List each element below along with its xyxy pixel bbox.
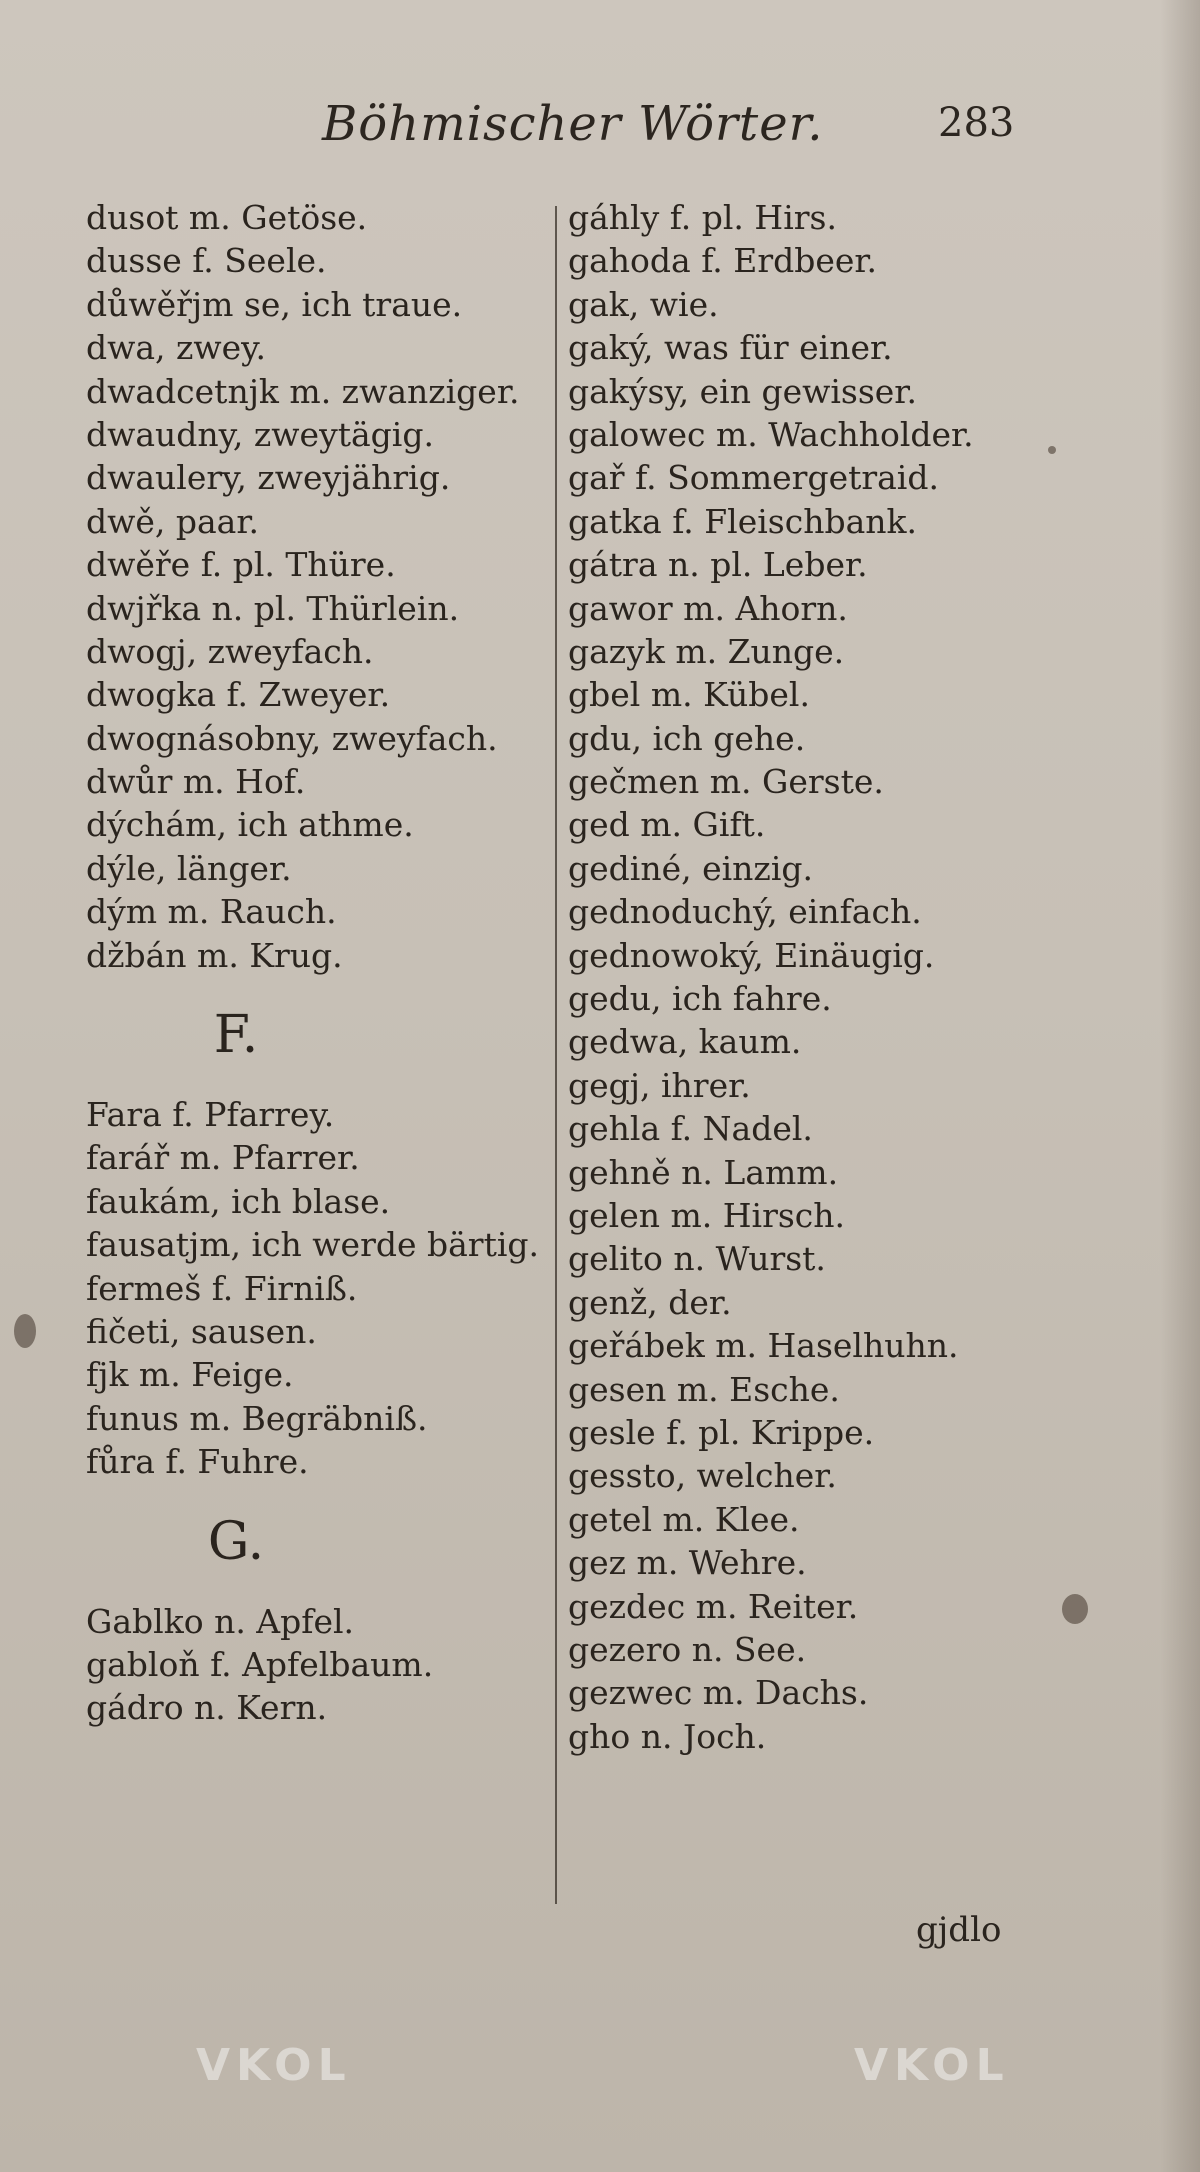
dictionary-entry: faukám, ich blase. (86, 1181, 391, 1221)
dictionary-entry: ged m. Gift. (568, 805, 766, 845)
dictionary-entry: fermeš f. Firniß. (86, 1268, 358, 1308)
dictionary-entry: gezwec m. Dachs. (568, 1673, 869, 1713)
dictionary-entry: dwjřka n. pl. Thürlein. (86, 588, 460, 628)
right-column (568, 196, 998, 1758)
dictionary-entry: gař f. Sommergetraid. (568, 458, 939, 498)
dictionary-entry: dwaulery, zweyjährig. (86, 458, 451, 498)
dictionary-entry: dwěře f. pl. Thüre. (86, 545, 396, 585)
dictionary-entry: gawor m. Ahorn. (568, 588, 848, 628)
dictionary-entry: gesen m. Esche. (568, 1369, 840, 1409)
dictionary-entry: gatka f. Fleischbank. (568, 501, 917, 541)
page-header (0, 96, 1200, 176)
dictionary-entry: gabloň f. Apfelbaum. (86, 1644, 434, 1684)
dictionary-entry: gegj, ihrer. (568, 1065, 751, 1105)
watermark-left: VKOL (196, 2040, 352, 2091)
dictionary-entry: gedwa, kaum. (568, 1022, 802, 1062)
dictionary-entry: gelito n. Wurst. (568, 1239, 826, 1279)
dictionary-entry: gho n. Joch. (568, 1716, 767, 1756)
dictionary-entry: dusot m. Getöse. (86, 198, 368, 237)
dictionary-entry: Gablko n. Apfel. (86, 1601, 355, 1641)
dictionary-entry: farář m. Pfarrer. (86, 1138, 360, 1178)
dictionary-entry: gedu, ich fahre. (568, 979, 832, 1019)
dictionary-entry: gak, wie. (568, 284, 719, 324)
dictionary-entry: gazyk m. Zunge. (568, 631, 845, 671)
dictionary-entry: gelen m. Hirsch. (568, 1195, 846, 1235)
running-title: Böhmischer Wörter. (322, 96, 824, 152)
dictionary-entry: gáhly f. pl. Hirs. (568, 198, 837, 237)
dictionary-entry: gednoduchý, einfach. (568, 892, 922, 932)
catchword: gjdlo (916, 1910, 1002, 1950)
dictionary-entry: gaký, was für einer. (568, 328, 893, 368)
page-number: 283 (938, 100, 1015, 146)
dictionary-entry: gádro n. Kern. (86, 1688, 328, 1728)
dictionary-entry: dwa, zwey. (86, 328, 266, 368)
dictionary-entry: galowec m. Wachholder. (568, 414, 974, 454)
ink-spot (14, 1314, 36, 1348)
dictionary-entry: dwaudny, zweytägig. (86, 414, 434, 454)
dictionary-entry: dwogj, zweyfach. (86, 631, 374, 671)
dictionary-entry: geřábek m. Haselhuhn. (568, 1326, 959, 1366)
dictionary-entry: gediné, einzig. (568, 848, 813, 888)
dictionary-entry: gezdec m. Reiter. (568, 1586, 859, 1626)
dictionary-entry: getel m. Klee. (568, 1499, 800, 1539)
dictionary-entry: dwadcetnjk m. zwanziger. (86, 371, 520, 411)
dictionary-entry: fůra f. Fuhre. (86, 1442, 309, 1482)
watermark-right: VKOL (854, 2040, 1010, 2091)
dictionary-entry: fjk m. Feige. (86, 1355, 294, 1395)
dictionary-entry: gez m. Wehre. (568, 1543, 807, 1583)
dictionary-entry: dýle, länger. (86, 848, 292, 888)
dictionary-entry: dwě, paar. (86, 501, 259, 541)
dictionary-entry: funus m. Begräbniß. (86, 1398, 428, 1438)
dictionary-entry: gehně n. Lamm. (568, 1152, 839, 1192)
dictionary-entry: gessto, welcher. (568, 1456, 837, 1496)
dictionary-entry: dwogka f. Zweyer. (86, 675, 391, 715)
dictionary-entry: fausatjm, ich werde bärtig. (86, 1225, 539, 1265)
dictionary-entry: gečmen m. Gerste. (568, 762, 884, 802)
dictionary-entry: džbán m. Krug. (86, 935, 343, 975)
section-heading-f: F. (213, 1005, 259, 1066)
dictionary-entry: dusse f. Seele. (86, 241, 327, 281)
ink-spot (1062, 1594, 1088, 1624)
dictionary-entry: gahoda f. Erdbeer. (568, 241, 878, 281)
dictionary-entry: dýchám, ich athme. (86, 805, 414, 845)
dictionary-entry: gdu, ich gehe. (568, 718, 806, 758)
dictionary-entry: fičeti, sausen. (86, 1311, 317, 1351)
dictionary-entry: důwěřjm se, ich traue. (86, 284, 463, 324)
dictionary-entry: gátra n. pl. Leber. (568, 545, 868, 585)
dictionary-entry: gezero n. See. (568, 1629, 807, 1669)
column-divider (555, 206, 557, 1904)
page-edge-shadow (1160, 0, 1200, 2172)
dictionary-entry: dwognásobny, zweyfach. (86, 718, 498, 758)
left-column (86, 196, 546, 1730)
dictionary-entry: gednowoký, Einäugig. (568, 935, 935, 975)
ink-spot (1048, 446, 1056, 454)
dictionary-entry: dwůr m. Hof. (86, 762, 306, 802)
dictionary-entry: gehla f. Nadel. (568, 1109, 813, 1149)
section-heading-g: G. (207, 1511, 265, 1572)
dictionary-entry: dým m. Rauch. (86, 892, 337, 932)
dictionary-entry: gakýsy, ein gewisser. (568, 371, 917, 411)
dictionary-entry: gbel m. Kübel. (568, 675, 810, 715)
dictionary-entry: genž, der. (568, 1282, 732, 1322)
dictionary-entry: gesle f. pl. Krippe. (568, 1412, 875, 1452)
dictionary-entry: Fara f. Pfarrey. (86, 1095, 335, 1135)
